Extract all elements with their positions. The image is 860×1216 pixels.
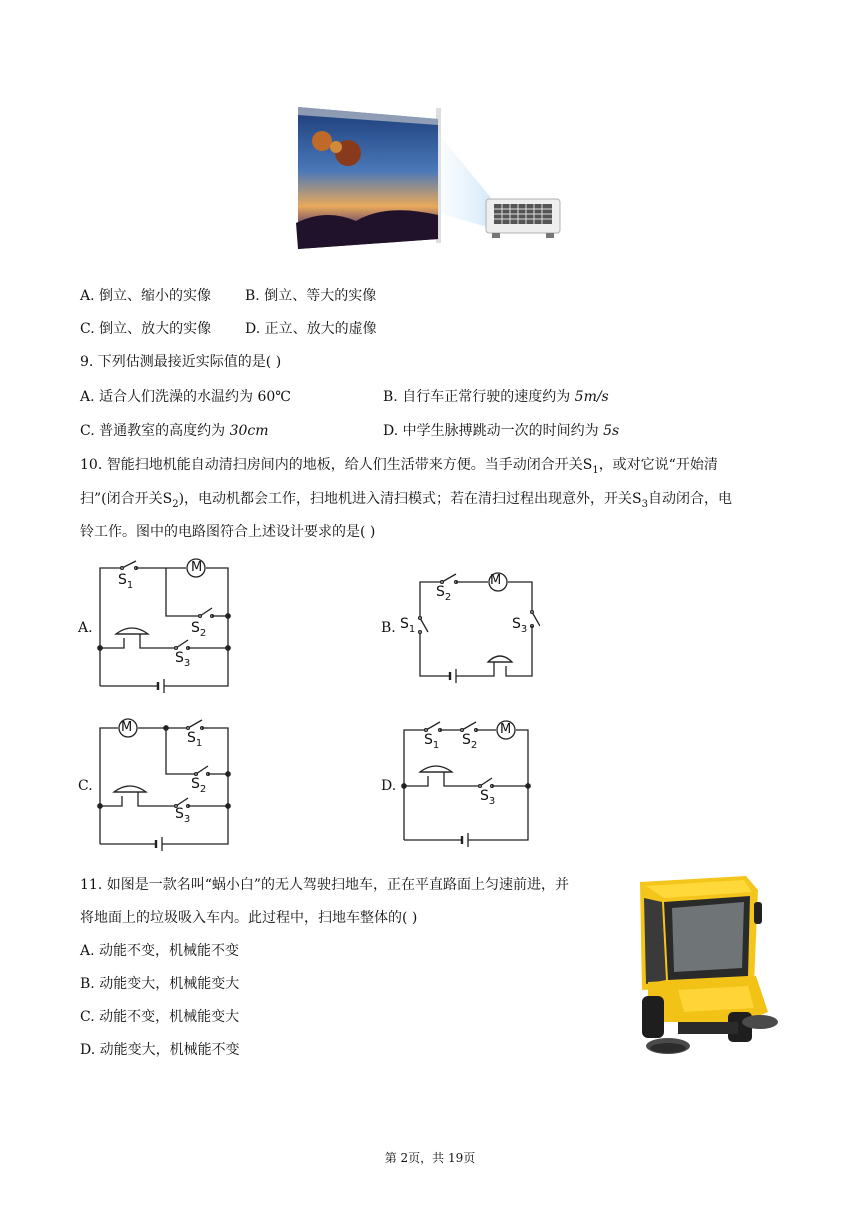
circuit-d-label: D. bbox=[381, 778, 397, 794]
q10-line-2: 扫”(闭合开关$S_2$)，电动机都会工作，扫地机进入清扫模式；若在清扫过程出现意外，开关$S_3$自动闭合，电 bbox=[80, 491, 733, 510]
circuit-d-s1: $S_1$ bbox=[424, 732, 440, 751]
circuit-a-s3: $S_3$ bbox=[175, 650, 191, 669]
circuit-d-s2: $S_2$ bbox=[462, 732, 478, 751]
circuit-c-s3: $S_3$ bbox=[175, 806, 191, 825]
page-footer: 第 2页，共 19页 bbox=[384, 1151, 476, 1165]
q9-option-b: B. 自行车正常行驶的速度约为 5m/s bbox=[383, 389, 609, 405]
q9-option-a: A. 适合人们洗澡的水温约为 60℃ bbox=[80, 389, 291, 405]
circuit-c-label: C. bbox=[78, 778, 93, 794]
circuit-b-motor: M bbox=[490, 573, 502, 588]
circuit-d-s3: $S_3$ bbox=[480, 788, 496, 807]
circuit-d-motor: M bbox=[500, 722, 512, 737]
circuit-b-s2: $S_2$ bbox=[436, 584, 452, 603]
q11-option-a: A. 动能不变，机械能不变 bbox=[80, 943, 240, 959]
q9-stem: 9. 下列估测最接近实际值的是( ) bbox=[80, 354, 282, 370]
q11-line-1: 11. 如图是一款名叫“蜗小白”的无人驾驶扫地车，正在平直路面上匀速前进，并 bbox=[80, 877, 570, 893]
circuit-c-s1: $S_1$ bbox=[187, 730, 203, 749]
circuit-b-s1: $S_1$ bbox=[400, 616, 416, 635]
circuit-c-motor: M bbox=[121, 720, 133, 735]
circuit-a-s2: $S_2$ bbox=[191, 620, 207, 639]
q10-line-1: 10. 智能扫地机能自动清扫房间内的地板，给人们生活带来方便。当手动闭合开关$S_1$，或对它说“开始清 bbox=[80, 457, 718, 476]
projector-figure bbox=[296, 103, 566, 251]
q8-option-b: B. 倒立、等大的实像 bbox=[245, 288, 377, 304]
q11-option-d: D. 动能变大，机械能不变 bbox=[80, 1042, 240, 1058]
circuit-c-s2: $S_2$ bbox=[191, 776, 207, 795]
circuit-a-label: A. bbox=[78, 620, 93, 636]
q8-option-d: D. 正立、放大的虚像 bbox=[245, 321, 377, 337]
q11-option-b: B. 动能变大，机械能变大 bbox=[80, 976, 240, 992]
q10-line-3: 铃工作。图中的电路图符合上述设计要求的是( ) bbox=[80, 524, 376, 540]
circuit-c bbox=[96, 716, 238, 854]
sweeper-vehicle-figure bbox=[628, 872, 782, 1066]
q11-line-2: 将地面上的垃圾吸入车内。此过程中，扫地车整体的( ) bbox=[80, 910, 418, 926]
q9-option-d: D. 中学生脉搏跳动一次的时间约为 5s bbox=[383, 423, 620, 439]
q11-option-c: C. 动能不变，机械能变大 bbox=[80, 1009, 240, 1025]
circuit-b-label: B. bbox=[381, 620, 396, 636]
q9-option-c: C. 普通教室的高度约为 30cm bbox=[80, 423, 269, 439]
q8-option-c: C. 倒立、放大的实像 bbox=[80, 321, 212, 337]
circuit-a-motor: M bbox=[191, 560, 203, 575]
circuit-b-s3: $S_3$ bbox=[512, 616, 528, 635]
circuit-a-s1: $S_1$ bbox=[118, 572, 134, 591]
q8-option-a: A. 倒立、缩小的实像 bbox=[80, 288, 212, 304]
